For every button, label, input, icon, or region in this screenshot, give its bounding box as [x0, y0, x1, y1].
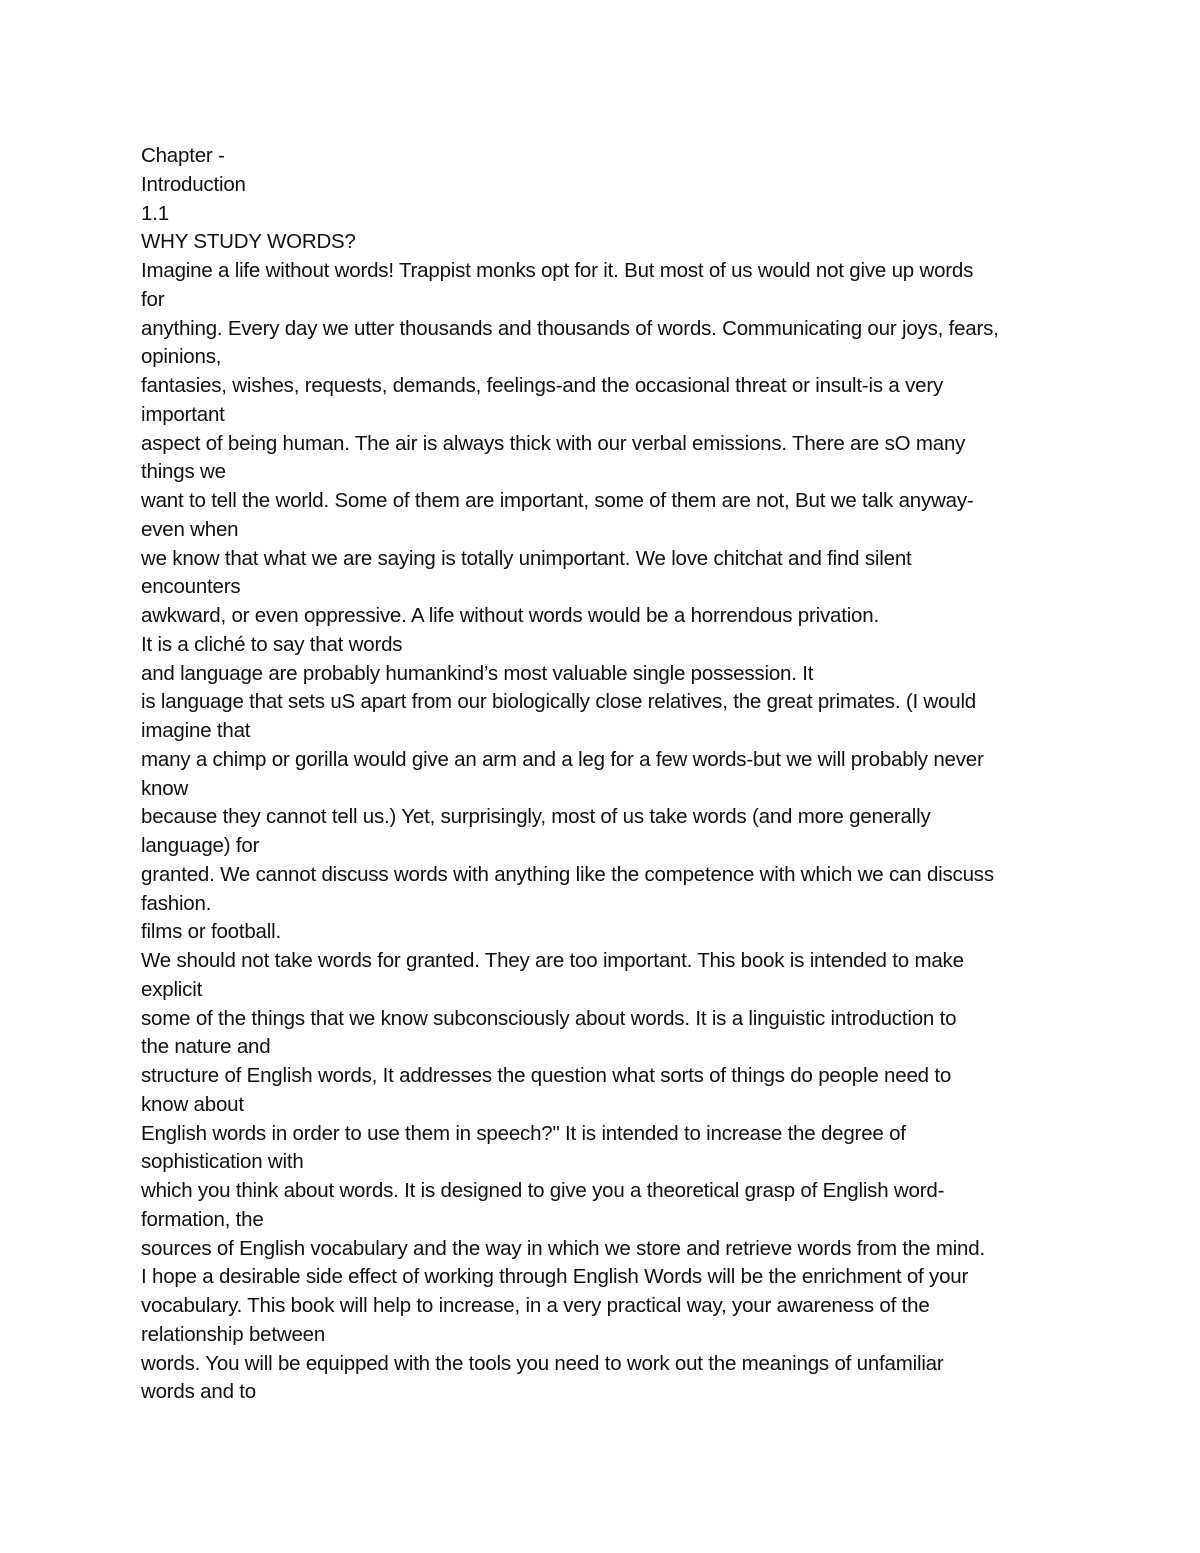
text-line: aspect of being human. The air is always thick with our verbal emissions. There are sO many	[141, 431, 966, 455]
text-line: words and to	[141, 1380, 256, 1404]
text-line: fashion.	[141, 891, 212, 915]
text-line: and language are probably humankind’s most valuable single possession. It	[141, 661, 814, 685]
text-line: even when	[141, 517, 239, 541]
text-line: words. You will be equipped with the tools you need to work out the meanings of unfamiliar	[141, 1351, 944, 1375]
text-line: is language that sets uS apart from our biologically close relatives, the great primates. (I would	[141, 690, 976, 714]
text-line: which you think about words. It is designed to give you a theoretical grasp of English word-	[141, 1179, 945, 1202]
chapter-title: Introduction	[141, 172, 246, 196]
text-line: things we	[141, 460, 226, 484]
text-line: explicit	[141, 977, 203, 1001]
text-line: films or football.	[141, 920, 281, 944]
text-line: opinions,	[141, 345, 222, 369]
text-line: I hope a desirable side effect of working through English Words will be the enrichment of your	[141, 1265, 969, 1289]
text-line: some of the things that we know subconsciously about words. It is a linguistic introduction to	[141, 1006, 957, 1030]
text-line: sophistication with	[141, 1150, 304, 1174]
text-line: granted. We cannot discuss words with anything like the competence with which we can discuss	[141, 862, 994, 886]
text-line: fantasies, wishes, requests, demands, feelings-and the occasional threat or insult-is a very	[141, 374, 944, 397]
section-heading: WHY STUDY WORDS?	[141, 230, 356, 254]
text-line: we know that what we are saying is totally unimportant. We love chitchat and find silent	[141, 546, 912, 570]
text-line: awkward, or even oppressive. A life without words would be a horrendous privation.	[141, 604, 879, 627]
text-line: anything. Every day we utter thousands and thousands of words. Communicating our joys, fears,	[141, 316, 999, 340]
text-line: many a chimp or gorilla would give an arm and a leg for a few words-but we will probably never	[141, 747, 984, 771]
text-line: formation, the	[141, 1207, 264, 1231]
text-line: English words in order to use them in speech?" It is intended to increase the degree of	[141, 1121, 906, 1145]
text-line: Imagine a life without words! Trappist monks opt for it. But most of us would not give up words	[141, 259, 974, 282]
text-line: We should not take words for granted. They are too important. This book is intended to make	[141, 949, 964, 972]
document-body	[141, 142, 1071, 1407]
text-line: important	[141, 402, 225, 426]
text-line: structure of English words, It addresses the question what sorts of things do people need to	[141, 1064, 952, 1087]
text-line: know about	[141, 1092, 244, 1116]
text-line: relationship between	[141, 1322, 326, 1346]
text-line: know	[141, 776, 189, 800]
text-line: vocabulary. This book will help to increase, in a very practical way, your awareness of the	[141, 1294, 930, 1317]
text-line: It is a cliché to say that words	[141, 632, 403, 656]
text-line: encounters	[141, 575, 241, 599]
section-number: 1.1	[141, 201, 169, 225]
text-line: for	[141, 287, 165, 311]
text-line: language) for	[141, 834, 260, 857]
text-line: imagine that	[141, 719, 251, 742]
text-line: sources of English vocabulary and the way in which we store and retrieve words from the mind.	[141, 1236, 985, 1260]
chapter-label: Chapter -	[141, 144, 225, 167]
text-line: want to tell the world. Some of them are important, some of them are not, But we talk anyway-	[141, 489, 974, 512]
text-line: the nature and	[141, 1035, 271, 1059]
text-line: because they cannot tell us.) Yet, surprisingly, most of us take words (and more generally	[141, 805, 931, 829]
